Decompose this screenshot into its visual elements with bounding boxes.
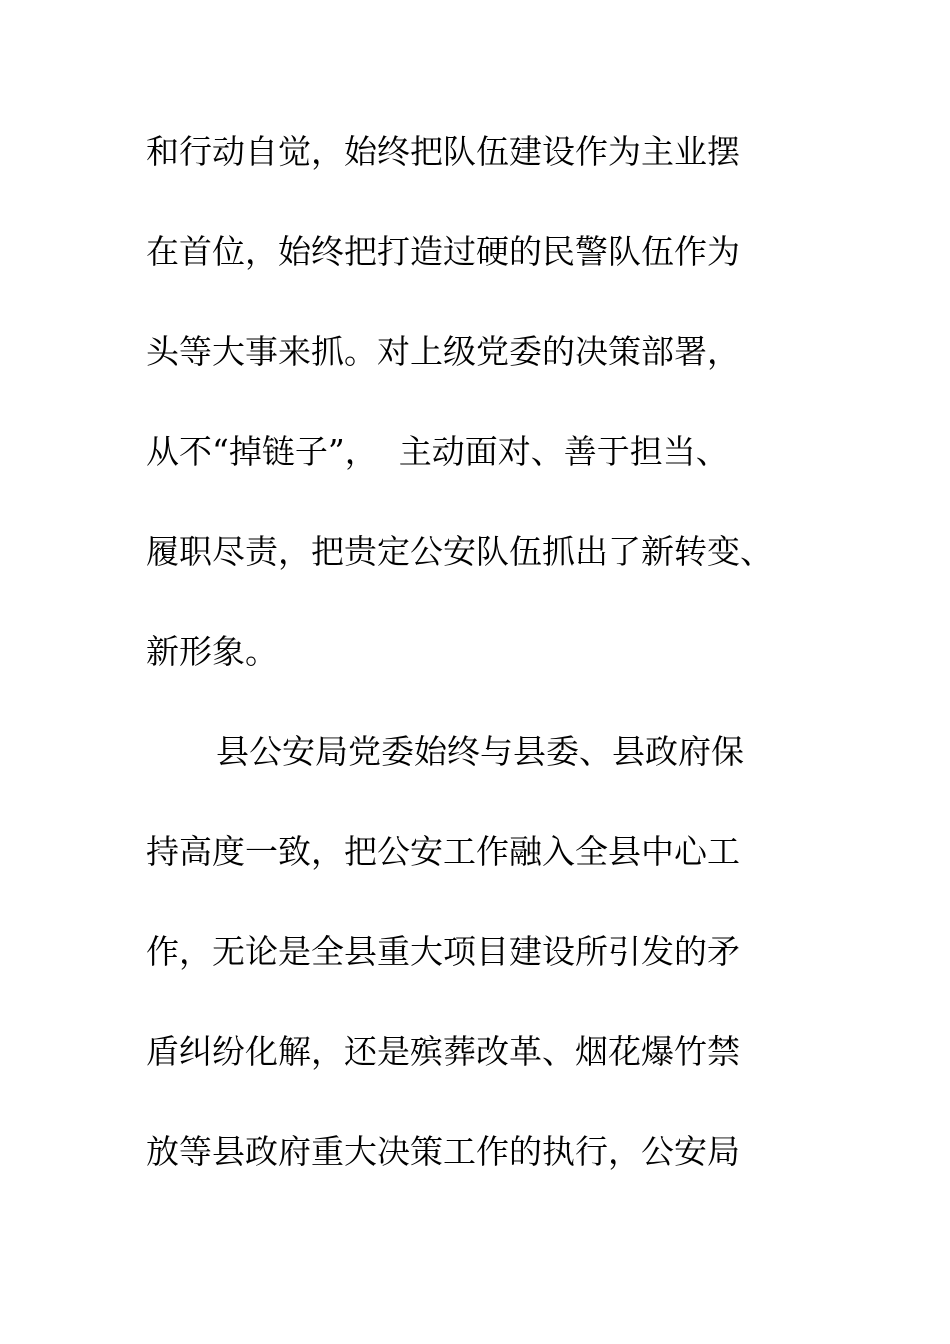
text-line: 履职尽责，把贵定公安队伍抓出了新转变、 [146, 532, 773, 571]
text-line: 作，无论是全县重大项目建设所引发的矛 [146, 932, 740, 971]
text-line: 盾纠纷化解，还是殡葬改革、烟花爆竹禁 [146, 1032, 740, 1071]
text-line: 从不“掉链子”， 主动面对、善于担当、 [146, 432, 729, 471]
text-line: 持高度一致，把公安工作融入全县中心工 [146, 832, 740, 871]
text-line: 新形象。 [146, 632, 278, 671]
text-line: 在首位，始终把打造过硬的民警队伍作为 [146, 232, 740, 271]
text-line: 和行动自觉，始终把队伍建设作为主业摆 [146, 132, 740, 171]
text-line: 放等县政府重大决策工作的执行，公安局 [146, 1132, 740, 1171]
paragraph-first-line: 县公安局党委始终与县委、县政府保 [216, 732, 744, 771]
text-line: 头等大事来抓。对上级党委的决策部署， [146, 332, 740, 371]
